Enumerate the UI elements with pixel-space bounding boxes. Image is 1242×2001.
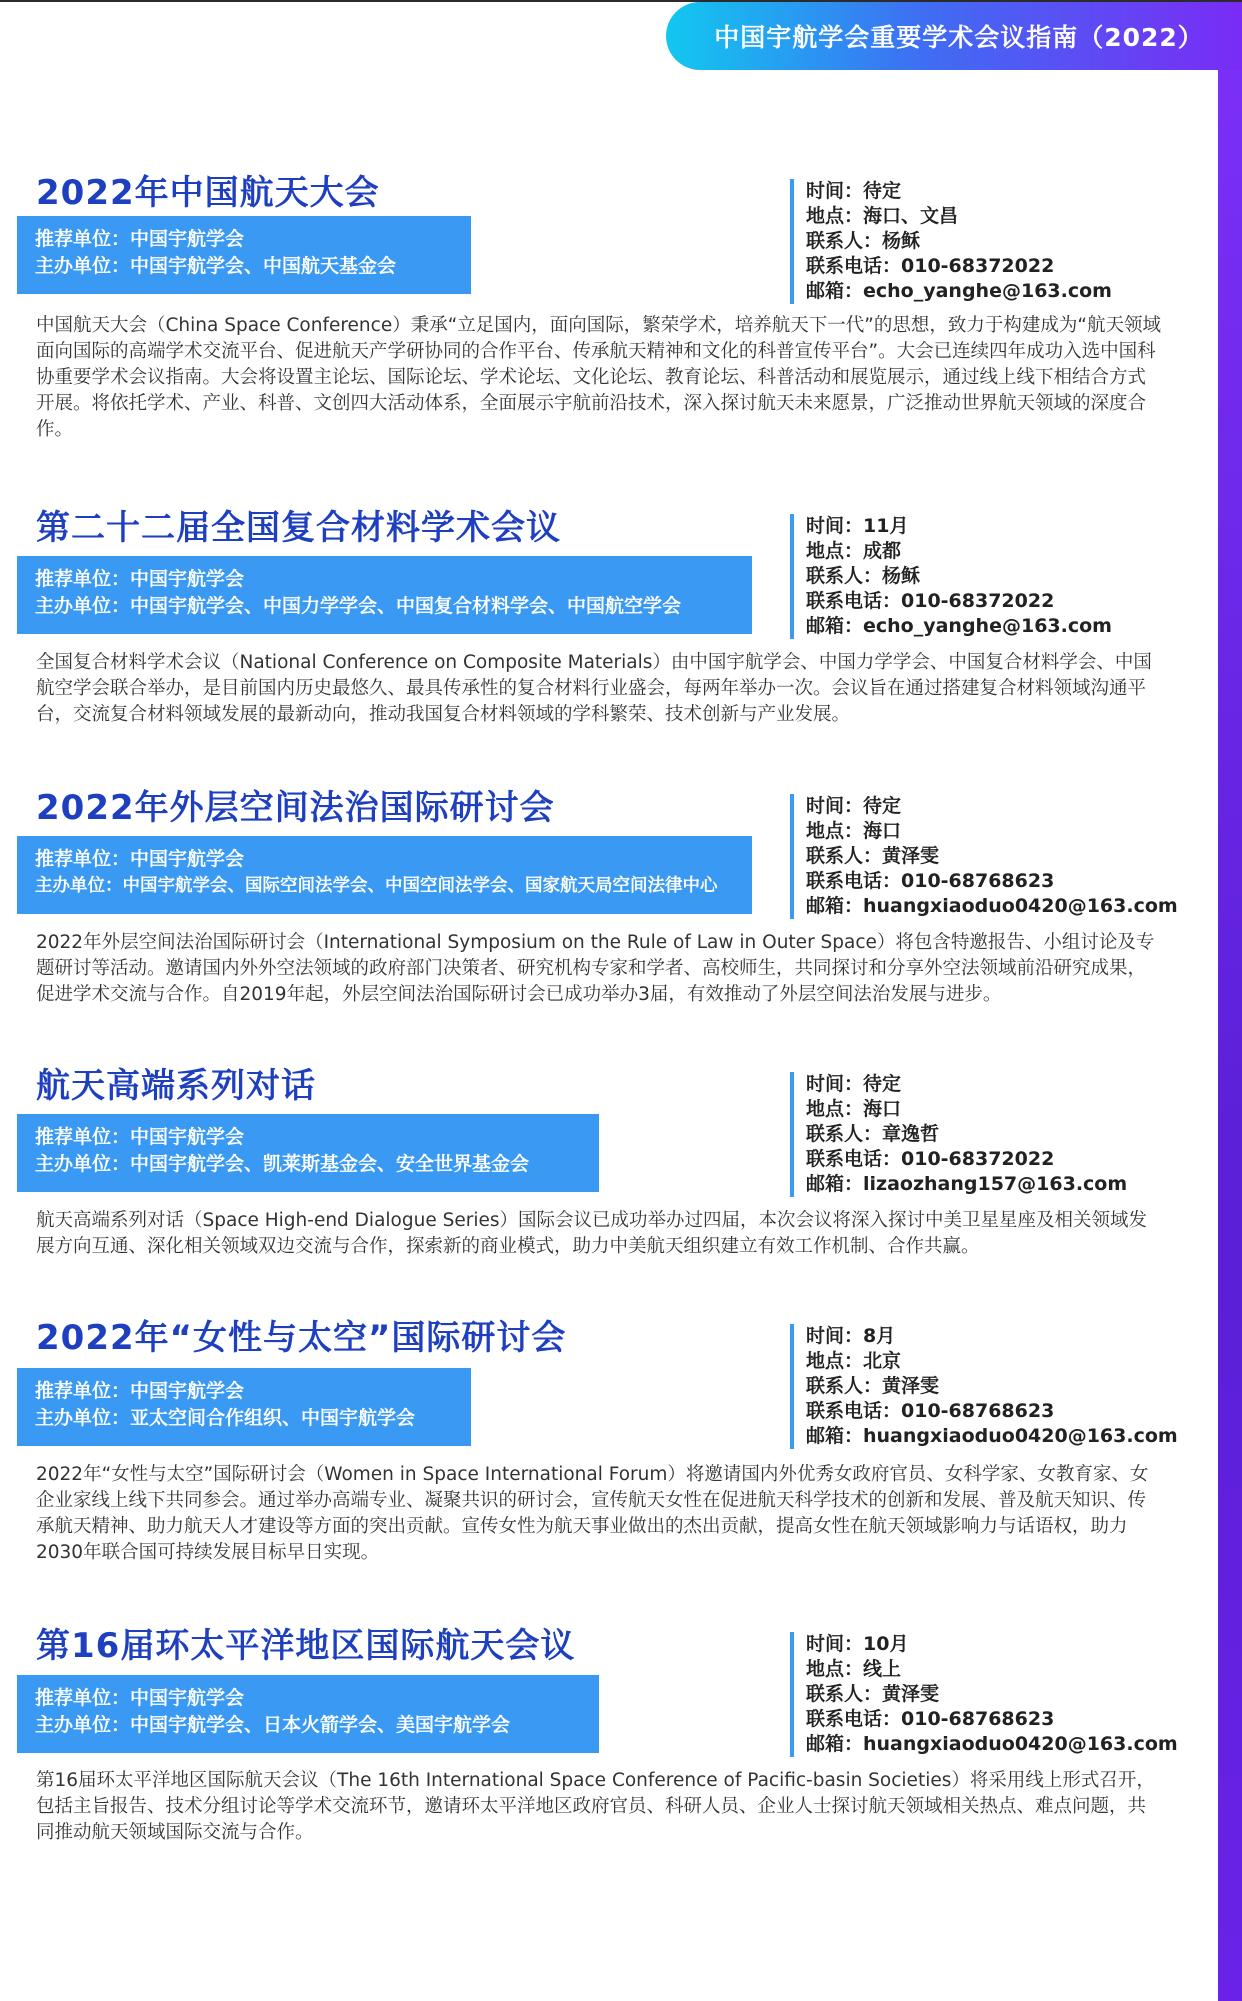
host-unit: 主办单位：亚太空间合作组织、中国宇航学会 [35, 1407, 416, 1429]
info-time: 时间：11月 [806, 515, 909, 537]
info-contact: 联系人：黄泽雯 [806, 1375, 940, 1397]
info-time: 时间：待定 [806, 795, 902, 817]
info-contact: 联系人：杨稣 [806, 565, 921, 587]
info-time: 时间：待定 [806, 180, 902, 202]
info-email: 邮箱：echo_yanghe@163.com [806, 615, 1112, 637]
conference-title: 航天高端系列对话 [36, 1066, 316, 1106]
recommend-unit: 推荐单位：中国宇航学会 [35, 1380, 245, 1402]
conference-description: 第16届环太平洋地区国际航天会议（The 16th International Space Conference of Pacific-basin Societies）将采用线上形式召开，包括主旨报告、技术分组讨论等学术交流环节，邀请环太平洋地区政府官员、科研人员、企业人士探讨航天领域相关热点、难点问题，共同推动航天领域国际交流与合作。 [36, 1770, 1155, 1843]
info-panel [790, 1072, 1127, 1197]
info-email: 邮箱：huangxiaoduo0420@163.com [806, 895, 1178, 917]
info-panel [790, 1324, 1178, 1449]
info-phone: 联系电话：010-68372022 [806, 255, 1055, 277]
conference-card [0, 500, 1242, 740]
info-email: 邮箱：huangxiaoduo0420@163.com [806, 1733, 1178, 1755]
organizer-box [17, 1675, 599, 1753]
info-contact: 联系人：章逸哲 [806, 1123, 940, 1145]
host-unit: 主办单位：中国宇航学会、中国力学学会、中国复合材料学会、中国航空学会 [35, 595, 682, 617]
host-unit: 主办单位：中国宇航学会、中国航天基金会 [35, 255, 397, 277]
info-contact: 联系人：黄泽雯 [806, 1683, 940, 1705]
info-place: 地点：海口 [806, 1098, 902, 1120]
recommend-unit: 推荐单位：中国宇航学会 [35, 568, 245, 590]
info-place: 地点：线上 [806, 1658, 902, 1680]
organizer-box [17, 556, 752, 634]
info-time: 时间：待定 [806, 1073, 902, 1095]
info-contact: 联系人：杨稣 [806, 230, 921, 252]
conference-description: 2022年外层空间法治国际研讨会（International Symposium on the Rule of Law in Outer Space）将包含特邀报告、小组讨论及专题研讨等活动。邀请国内外外空法领域的政府部门决策者、研究机构专家和学者、高校师生，共同探讨和分享外空法领域前沿研究成果，促进学术交流与合作。自2019年起，外层空间法治国际研讨会已成功举办3届，有效推动了外层空间法治发展与进步。 [36, 932, 1155, 1005]
conference-description: 航天高端系列对话（Space High-end Dialogue Series）国际会议已成功举办过四届，本次会议将深入探讨中美卫星星座及相关领域发展方向互通、深化相关领域双边交流与合作，探索新的商业模式，助力中美航天组织建立有效工作机制、合作共赢。 [36, 1210, 1147, 1257]
organizer-box [17, 1368, 471, 1446]
conference-card [0, 165, 1242, 455]
info-place: 地点：海口、文昌 [806, 205, 959, 227]
info-panel [790, 1632, 1178, 1757]
host-unit: 主办单位：中国宇航学会、凯莱斯基金会、安全世界基金会 [35, 1153, 530, 1175]
info-email: 邮箱：lizaozhang157@163.com [806, 1173, 1128, 1195]
conference-description: 中国航天大会（China Space Conference）秉承“立足国内，面向国际，繁荣学术，培养航天下一代”的思想，致力于构建成为“航天领域面向国际的高端学术交流平台、促进航天产学研协同的合作平台、传承航天精神和文化的科普宣传平台”。大会已连续四年成功入选中国科协重要学术会议指南。大会将设置主论坛、国际论坛、学术论坛、文化论坛、教育论坛、科普活动和展览展示，通过线上线下相结合方式开展。将依托学术、产业、科普、文创四大活动体系，全面展示宇航前沿技术，深入探讨航天未来愿景，广泛推动世界航天领域的深度合作。 [36, 315, 1161, 440]
info-panel [790, 179, 1112, 304]
recommend-unit: 推荐单位：中国宇航学会 [35, 1126, 245, 1148]
info-place: 地点：成都 [806, 540, 902, 562]
organizer-box [17, 1114, 599, 1192]
info-phone: 联系电话：010-68372022 [806, 1148, 1055, 1170]
info-place: 地点：北京 [806, 1350, 902, 1372]
info-time: 时间：10月 [806, 1633, 909, 1655]
conference-description: 2022年“女性与太空”国际研讨会（Women in Space International Forum）将邀请国内外优秀女政府官员、女科学家、女教育家、女企业家线上线下共同参会。通过举办高端专业、凝聚共识的研讨会，宣传航天女性在促进航天科学技术的创新和发展、普及航天知识、传承航天精神、助力航天人才建设等方面的突出贡献。宣传女性为航天事业做出的杰出贡献，提高女性在航天领域影响力与话语权，助力2030年联合国可持续发展目标早日实现。 [36, 1464, 1149, 1563]
info-place: 地点：海口 [806, 820, 902, 842]
recommend-unit: 推荐单位：中国宇航学会 [35, 228, 245, 250]
conference-title: 2022年中国航天大会 [36, 173, 380, 213]
info-panel [790, 514, 1112, 639]
organizer-box [17, 216, 471, 294]
conference-title: 2022年“女性与太空”国际研讨会 [36, 1318, 567, 1358]
info-phone: 联系电话：010-68372022 [806, 590, 1055, 612]
info-contact: 联系人：黄泽雯 [806, 845, 940, 867]
page-header-banner [666, 2, 1242, 70]
host-unit: 主办单位：中国宇航学会、日本火箭学会、美国宇航学会 [35, 1714, 511, 1736]
info-email: 邮箱：huangxiaoduo0420@163.com [806, 1425, 1178, 1447]
info-time: 时间：8月 [806, 1325, 896, 1347]
organizer-box [17, 836, 752, 914]
conference-card [0, 1618, 1242, 1858]
info-panel [790, 794, 1178, 919]
conference-title: 第二十二届全国复合材料学术会议 [36, 508, 561, 548]
host-unit: 主办单位：中国宇航学会、国际空间法学会、中国空间法学会、国家航天局空间法律中心 [35, 876, 718, 896]
conference-card [0, 1058, 1242, 1278]
page-header-title: 中国宇航学会重要学术会议指南（2022） [714, 23, 1204, 52]
info-phone: 联系电话：010-68768623 [806, 1400, 1055, 1422]
recommend-unit: 推荐单位：中国宇航学会 [35, 1687, 245, 1709]
conference-title: 2022年外层空间法治国际研讨会 [36, 788, 555, 828]
info-phone: 联系电话：010-68768623 [806, 870, 1055, 892]
info-phone: 联系电话：010-68768623 [806, 1708, 1055, 1730]
conference-card [0, 1310, 1242, 1580]
conference-card [0, 780, 1242, 1020]
conference-title: 第16届环太平洋地区国际航天会议 [36, 1626, 576, 1666]
info-email: 邮箱：echo_yanghe@163.com [806, 280, 1112, 302]
conference-description: 全国复合材料学术会议（National Conference on Composite Materials）由中国宇航学会、中国力学学会、中国复合材料学会、中国航空学会联合举办，是目前国内历史最悠久、最具传承性的复合材料行业盛会，每两年举办一次。会议旨在通过搭建复合材料领域沟通平台，交流复合材料领域发展的最新动向，推动我国复合材料领域的学科繁荣、技术创新与产业发展。 [36, 652, 1152, 725]
recommend-unit: 推荐单位：中国宇航学会 [35, 848, 245, 870]
